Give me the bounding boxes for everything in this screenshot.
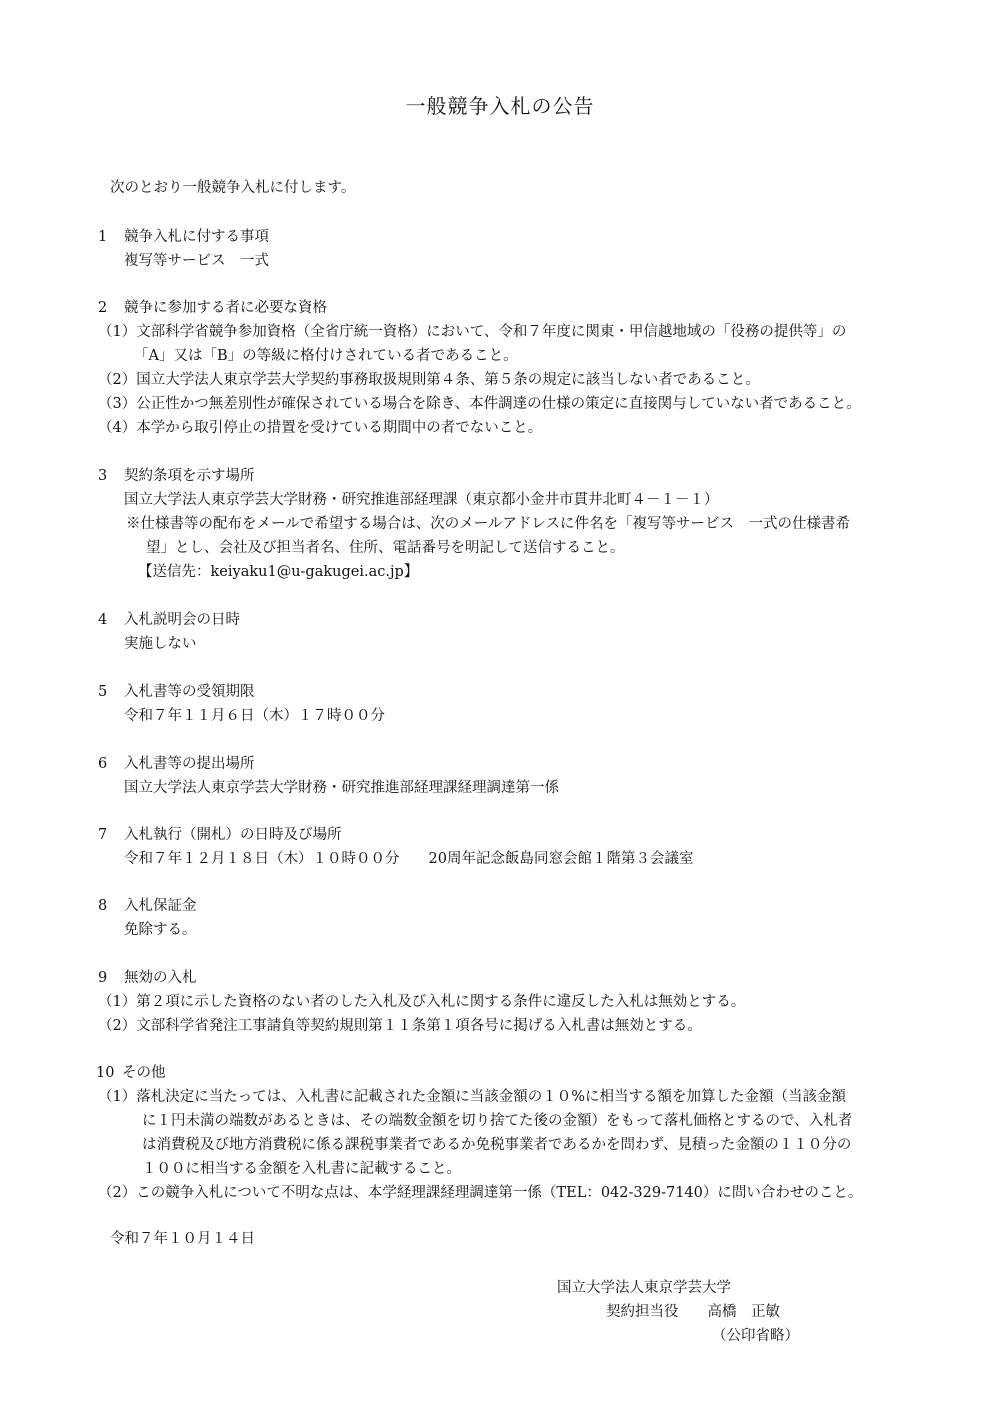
section-number: 2 (98, 300, 108, 316)
section-3-heading (98, 464, 255, 488)
section-2-heading (98, 296, 327, 320)
section-number: 5 (98, 684, 108, 700)
section-2-item-3: （3）公正性かつ無差別性が確保されている場合を除き、本件調達の仕様の策定に直接関与していない者であること。 (98, 396, 861, 412)
section-3-note-line-1: ※仕様書等の配布をメールで希望する場合は、次のメールアドレスに件名を「複写等サービス 一式の仕様書希 (126, 516, 850, 532)
signature-seal-note: （公印省略） (712, 1328, 799, 1344)
section-3-email: 【送信先：keiyaku1@u-gakugei.ac.jp】 (138, 564, 419, 580)
section-9-item-1: （1）第２項に示した資格のない者のした入札及び入札に関する条件に違反した入札は無効とする。 (98, 994, 746, 1010)
section-heading-text: 契約条項を示す場所 (124, 468, 255, 484)
section-8-heading (98, 894, 197, 918)
section-heading-text: 入札保証金 (124, 898, 197, 914)
section-6-heading (98, 752, 255, 776)
section-3-note-line-2: 望」とし、会社及び担当者名、住所、電話番号を明記して送信すること。 (146, 540, 625, 556)
section-number: 7 (98, 827, 108, 843)
section-number: 4 (98, 612, 108, 628)
intro-text: 次のとおり一般競争入札に付します。 (110, 180, 356, 196)
section-number: 6 (98, 756, 108, 772)
section-10-item-1-line-1: （1）落札決定に当たっては、入札書に記載された金額に当該金額の１０%に相当する額を加算した金額（当該金額 (98, 1089, 846, 1105)
signature-title-name: 契約担当役 高橋 正敏 (606, 1304, 780, 1320)
section-5-body: 令和７年１１月６日（木）１７時００分 (124, 708, 385, 724)
section-heading-text: 入札書等の受領期限 (124, 684, 255, 700)
section-1-heading (98, 225, 269, 249)
section-heading-text: 無効の入札 (124, 970, 197, 986)
notice-date: 令和７年１０月１４日 (110, 1231, 255, 1247)
section-6-body: 国立大学法人東京学芸大学財務・研究推進部経理課経理調達第一係 (124, 780, 559, 796)
section-2-item-4: （4）本学から取引停止の措置を受けている期間中の者でないこと。 (98, 420, 543, 436)
section-heading-text: その他 (122, 1065, 166, 1081)
section-heading-text: 競争入札に付する事項 (124, 229, 269, 245)
section-number: 9 (98, 970, 108, 986)
section-7-body: 令和７年１２月１８日（木）１０時００分 20周年記念飯島同窓会館１階第３会議室 (124, 851, 694, 867)
section-10-item-1-line-4: １００に相当する金額を入札書に記載すること。 (142, 1161, 461, 1177)
section-4-heading (98, 608, 240, 632)
section-1-body: 複写等サービス 一式 (124, 253, 269, 269)
section-heading-text: 競争に参加する者に必要な資格 (124, 300, 327, 316)
section-4-body: 実施しない (124, 636, 197, 652)
signature-org: 国立大学法人東京学芸大学 (557, 1280, 731, 1296)
section-2-item-1-line-2: 「A」又は「B」の等級に格付けされている者であること。 (134, 348, 518, 364)
section-3-body: 国立大学法人東京学芸大学財務・研究推進部経理課（東京都小金井市貫井北町４－１－１） (124, 492, 719, 508)
section-9-item-2: （2）文部科学省発注工事請負等契約規則第１１条第１項各号に掲げる入札書は無効とする。 (98, 1018, 702, 1034)
section-number: 10 (96, 1065, 115, 1081)
section-heading-text: 入札執行（開札）の日時及び場所 (124, 827, 342, 843)
section-10-item-1-line-3: は消費税及び地方消費税に係る課税事業者であるか免税事業者であるかを問わず、見積った金額の１１０分の (142, 1137, 852, 1153)
section-10-item-2: （2）この競争入札について不明な点は、本学経理課経理調達第一係（TEL：042-329-7140）に問い合わせのこと。 (98, 1185, 863, 1201)
section-5-heading (98, 680, 255, 704)
section-2-item-2: （2）国立大学法人東京学芸大学契約事務取扱規則第４条、第５条の規定に該当しない者であること。 (98, 372, 760, 388)
section-10-item-1-line-2: に１円未満の端数があるときは、その端数金額を切り捨てた後の金額）をもって落札価格とするので、入札者 (142, 1113, 853, 1129)
page-title: 一般競争入札の公告 (405, 94, 595, 118)
section-number: 1 (98, 229, 108, 245)
section-heading-text: 入札説明会の日時 (124, 612, 240, 628)
section-heading-text: 入札書等の提出場所 (124, 756, 255, 772)
section-8-body: 免除する。 (124, 922, 197, 938)
section-9-heading (98, 966, 197, 990)
section-number: 8 (98, 898, 108, 914)
section-10-heading (96, 1061, 166, 1085)
section-2-item-1-line-1: （1）文部科学省競争参加資格（全省庁統一資格）において、令和７年度に関東・甲信越地域の「役務の提供等」の (98, 324, 847, 340)
section-number: 3 (98, 468, 108, 484)
section-7-heading (98, 823, 342, 847)
